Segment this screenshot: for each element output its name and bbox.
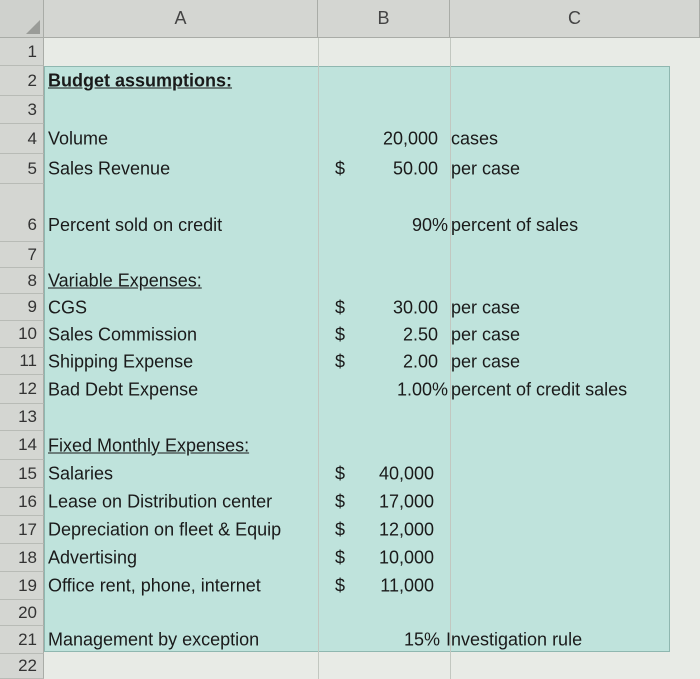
row-header[interactable]: 14 [0,431,44,460]
row-header[interactable]: 12 [0,375,44,404]
sheet-row [0,348,700,375]
sheet-row [0,626,700,654]
cell-a10[interactable]: Sales Commission [48,324,198,344]
cell-b4[interactable]: 20,000 [382,128,438,149]
currency-symbol: $ [335,519,346,540]
sheet-row [0,460,700,488]
cell-a6[interactable]: Percent sold on credit [48,215,223,235]
sheet-row [0,488,700,516]
cell-a15[interactable]: Salaries [48,463,114,484]
cell-a16[interactable]: Lease on Distribution center [48,491,273,512]
cell-c6[interactable]: percent of sales [451,215,579,235]
row-header[interactable]: 19 [0,572,44,600]
cell-b6[interactable]: 90% [411,215,448,235]
row-header[interactable]: 3 [0,96,44,124]
row-header[interactable]: 4 [0,124,44,154]
cell-a21[interactable]: Management by exception [48,629,260,650]
cell-c5[interactable]: per case [451,158,521,179]
sheet-row [0,38,700,66]
row-header[interactable]: 9 [0,294,44,321]
sheet-row [0,375,700,404]
cell-a12[interactable]: Bad Debt Expense [48,379,199,399]
currency-symbol: $ [335,575,346,596]
cell-b16[interactable]: 17,000 [378,491,434,512]
sheet-row [0,321,700,348]
currency-symbol: $ [335,351,346,371]
sheet-row [0,242,700,268]
row-header[interactable]: 2 [0,66,44,96]
cell-b18[interactable]: 10,000 [378,547,434,568]
cell-c12[interactable]: percent of credit sales [451,379,628,399]
row-header[interactable]: 8 [0,268,44,294]
currency-symbol: $ [335,547,346,568]
cell-c9[interactable]: per case [451,297,521,317]
cell-a18[interactable]: Advertising [48,547,138,568]
row-header[interactable]: 22 [0,654,44,679]
cell-b21[interactable]: 15% [403,629,440,650]
cell-a19[interactable]: Office rent, phone, internet [48,575,261,596]
cell-a5[interactable]: Sales Revenue [48,158,171,179]
sheet-row [0,66,700,96]
row-header[interactable]: 20 [0,600,44,626]
cell-a14[interactable]: Fixed Monthly Expenses: [48,435,250,455]
sheet-row [0,124,700,154]
sheet-row [0,544,700,572]
cell-a9[interactable]: CGS [48,297,88,317]
cell-b11[interactable]: 2.00 [402,351,438,371]
row-header[interactable]: 7 [0,242,44,268]
sheet-row [0,516,700,544]
cell-a2[interactable]: Budget assumptions: [48,70,233,91]
sheet-row [0,184,700,242]
cell-a8[interactable]: Variable Expenses: [48,270,202,291]
cell-a11[interactable]: Shipping Expense [48,351,194,371]
row-header[interactable]: 18 [0,544,44,572]
sheet-row [0,268,700,294]
currency-symbol: $ [335,324,346,344]
cell-b17[interactable]: 12,000 [378,519,434,540]
select-all-icon [26,20,40,34]
cell-a4[interactable]: Volume [48,128,109,149]
currency-symbol: $ [335,491,346,512]
row-header[interactable]: 15 [0,460,44,488]
cell-b10[interactable]: 2.50 [402,324,438,344]
row-header[interactable]: 6 [0,184,44,242]
row-header[interactable]: 11 [0,348,44,375]
cell-b19[interactable]: 11,000 [380,575,434,596]
cell-c21[interactable]: Investigation rule [446,629,583,650]
cell-c11[interactable]: per case [451,351,521,371]
sheet-row [0,154,700,184]
cell-b15[interactable]: 40,000 [378,463,434,484]
sheet-row [0,404,700,431]
currency-symbol: $ [335,297,346,317]
select-all-corner[interactable] [0,0,44,38]
sheet-row [0,654,700,679]
row-header[interactable]: 16 [0,488,44,516]
cell-a17[interactable]: Depreciation on fleet & Equip [48,519,282,540]
row-header[interactable]: 10 [0,321,44,348]
cell-b9[interactable]: 30.00 [392,297,438,317]
column-header-a[interactable]: A [44,0,318,38]
column-header-b[interactable]: B [318,0,450,38]
row-header[interactable]: 5 [0,154,44,184]
sheet-row [0,431,700,460]
cell-b12[interactable]: 1.00% [396,379,448,399]
row-header[interactable]: 17 [0,516,44,544]
cell-b5[interactable]: 50.00 [392,158,438,179]
row-header[interactable]: 1 [0,38,44,66]
cell-c4[interactable]: cases [451,128,499,149]
column-header-c[interactable]: C [450,0,700,38]
currency-symbol: $ [335,158,346,179]
sheet-row [0,600,700,626]
sheet-row [0,572,700,600]
currency-symbol: $ [335,463,346,484]
sheet-row [0,294,700,321]
cell-c10[interactable]: per case [451,324,521,344]
sheet-row [0,96,700,124]
row-header[interactable]: 13 [0,404,44,431]
row-header[interactable]: 21 [0,626,44,654]
